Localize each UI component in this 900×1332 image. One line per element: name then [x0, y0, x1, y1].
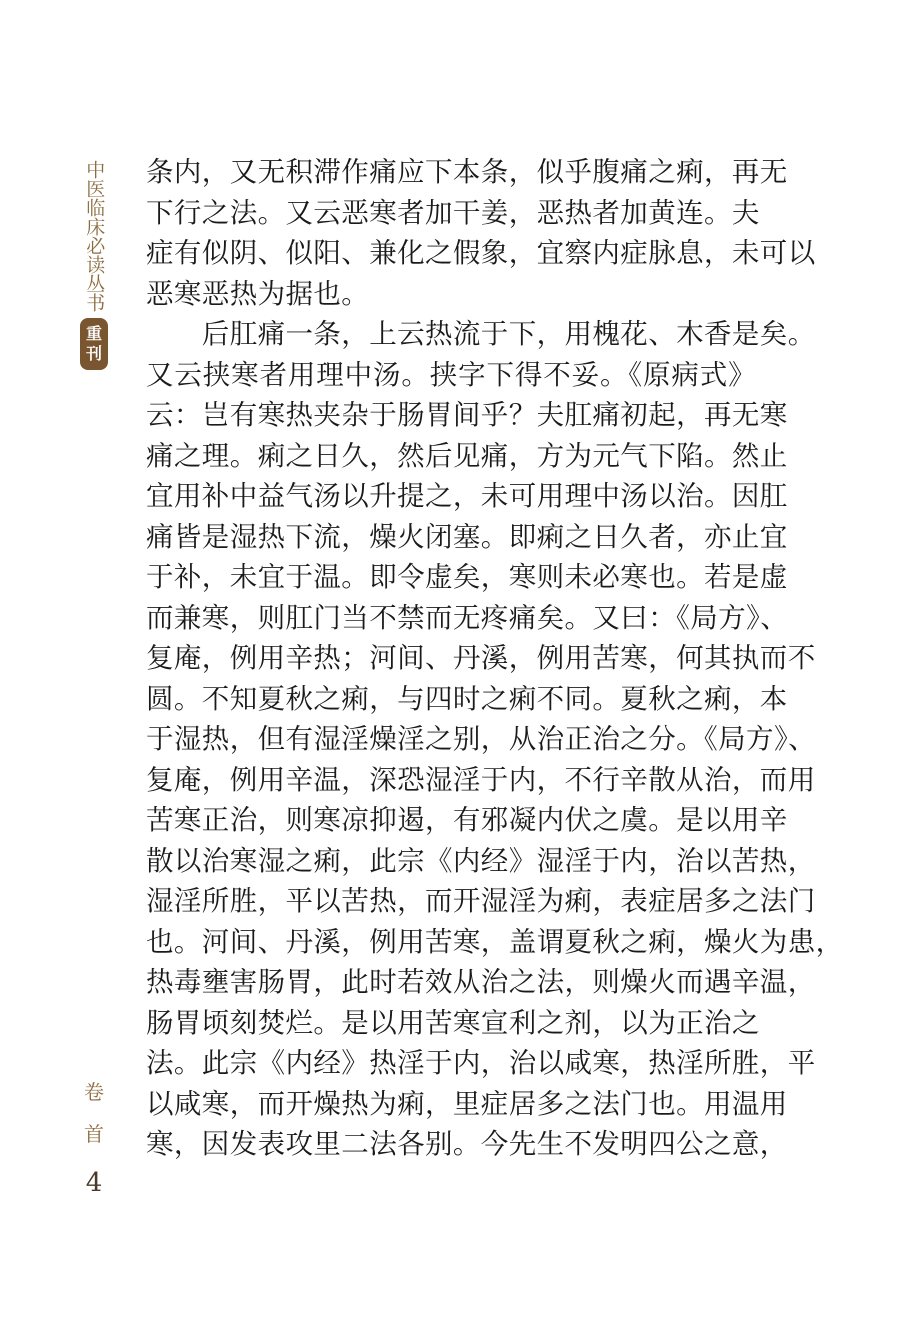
seal-char: 重: [85, 324, 102, 343]
text-line: 法。此宗《内经》热淫于内，治以咸寒，热淫所胜，平: [146, 1047, 816, 1079]
series-title-char: 书: [83, 293, 106, 312]
body-text: [146, 152, 844, 1165]
text-line: 以咸寒，而开燥热为痢，里症居多之法门也。用温用: [146, 1087, 788, 1120]
page-number: 4: [85, 1168, 103, 1198]
text-line: 复庵，例用辛热；河间、丹溪，例用苦寒，何其执而不: [146, 642, 816, 674]
text-line: 痛之理。痢之日久，然后见痛，方为元气下陷。然止: [146, 439, 788, 472]
text-line: 痛皆是湿热下流，燥火闭塞。即痢之日久者，亦止宜: [146, 520, 788, 553]
series-title-char: 丛: [83, 274, 106, 293]
text-line: 症有似阴、似阳、兼化之假象，宜察内症脉息，未可以: [146, 237, 816, 269]
text-line: 宜用补中益气汤以升提之，未可用理中汤以治。因肛: [146, 480, 788, 512]
text-line: 云：岂有寒热夹杂于肠胃间乎？夫肛痛初起，再无寒: [146, 399, 788, 431]
text-line: 下行之法。又云恶寒者加干姜，恶热者加黄连。夫: [146, 196, 760, 229]
chapter-char: 首: [84, 1122, 104, 1146]
text-line: 热毒壅害肠胃，此时若效从治之法，则燥火而遇辛温，: [146, 966, 816, 998]
series-title-char: 医: [83, 179, 106, 198]
series-title-char: 临: [83, 198, 106, 217]
text-line: 于补，未宜于温。即令虚矣，寒则未必寒也。若是虚: [146, 561, 788, 593]
text-line: 散以治寒湿之痢，此宗《内经》湿淫于内，治以苦热，: [146, 844, 816, 877]
seal-char: 刊: [85, 344, 102, 363]
text-line: 肠胃顷刻焚烂。是以用苦寒宣利之剂，以为正治之: [146, 1006, 760, 1039]
text-line: 复庵，例用辛温，深恐湿淫于内，不行辛散从治，而用: [146, 763, 816, 796]
text-line: 条内，又无积滞作痛应下本条，似乎腹痛之痢，再无: [146, 156, 788, 188]
text-line: 后肛痛一条，上云热流于下，用槐花、木香是矣。: [146, 318, 816, 350]
series-title-char: 中: [83, 160, 106, 179]
text-line: 也。河间、丹溪，例用苦寒，盖谓夏秋之痢，燥火为患，: [146, 925, 844, 958]
reprint-seal: [80, 318, 108, 370]
text-line: 圆。不知夏秋之痢，与四时之痢不同。夏秋之痢，本: [146, 682, 788, 715]
series-title-char: 床: [83, 217, 106, 236]
series-title-char: 读: [83, 255, 106, 274]
chapter-label: [80, 1082, 108, 1144]
series-title: [80, 160, 108, 370]
text-line: 寒，因发表攻里二法各别。今先生不发明四公之意，: [146, 1128, 788, 1160]
chapter-char: 卷: [84, 1080, 104, 1104]
text-line: 湿淫所胜，平以苦热，而开湿淫为痢，表症居多之法门: [146, 885, 816, 917]
text-line: 又云挟寒者用理中汤。挟字下得不妥。《原病式》: [146, 358, 756, 391]
text-line: 而兼寒，则肛门当不禁而无疼痛矣。又曰：《局方》、: [146, 601, 789, 634]
text-line: 苦寒正治，则寒凉抑遏，有邪凝内伏之虞。是以用辛: [146, 804, 788, 836]
text-line: 于湿热，但有湿淫燥淫之别，从治正治之分。《局方》、: [146, 723, 816, 755]
text-line: 恶寒恶热为据也。: [146, 277, 370, 310]
series-title-char: 必: [83, 236, 106, 255]
